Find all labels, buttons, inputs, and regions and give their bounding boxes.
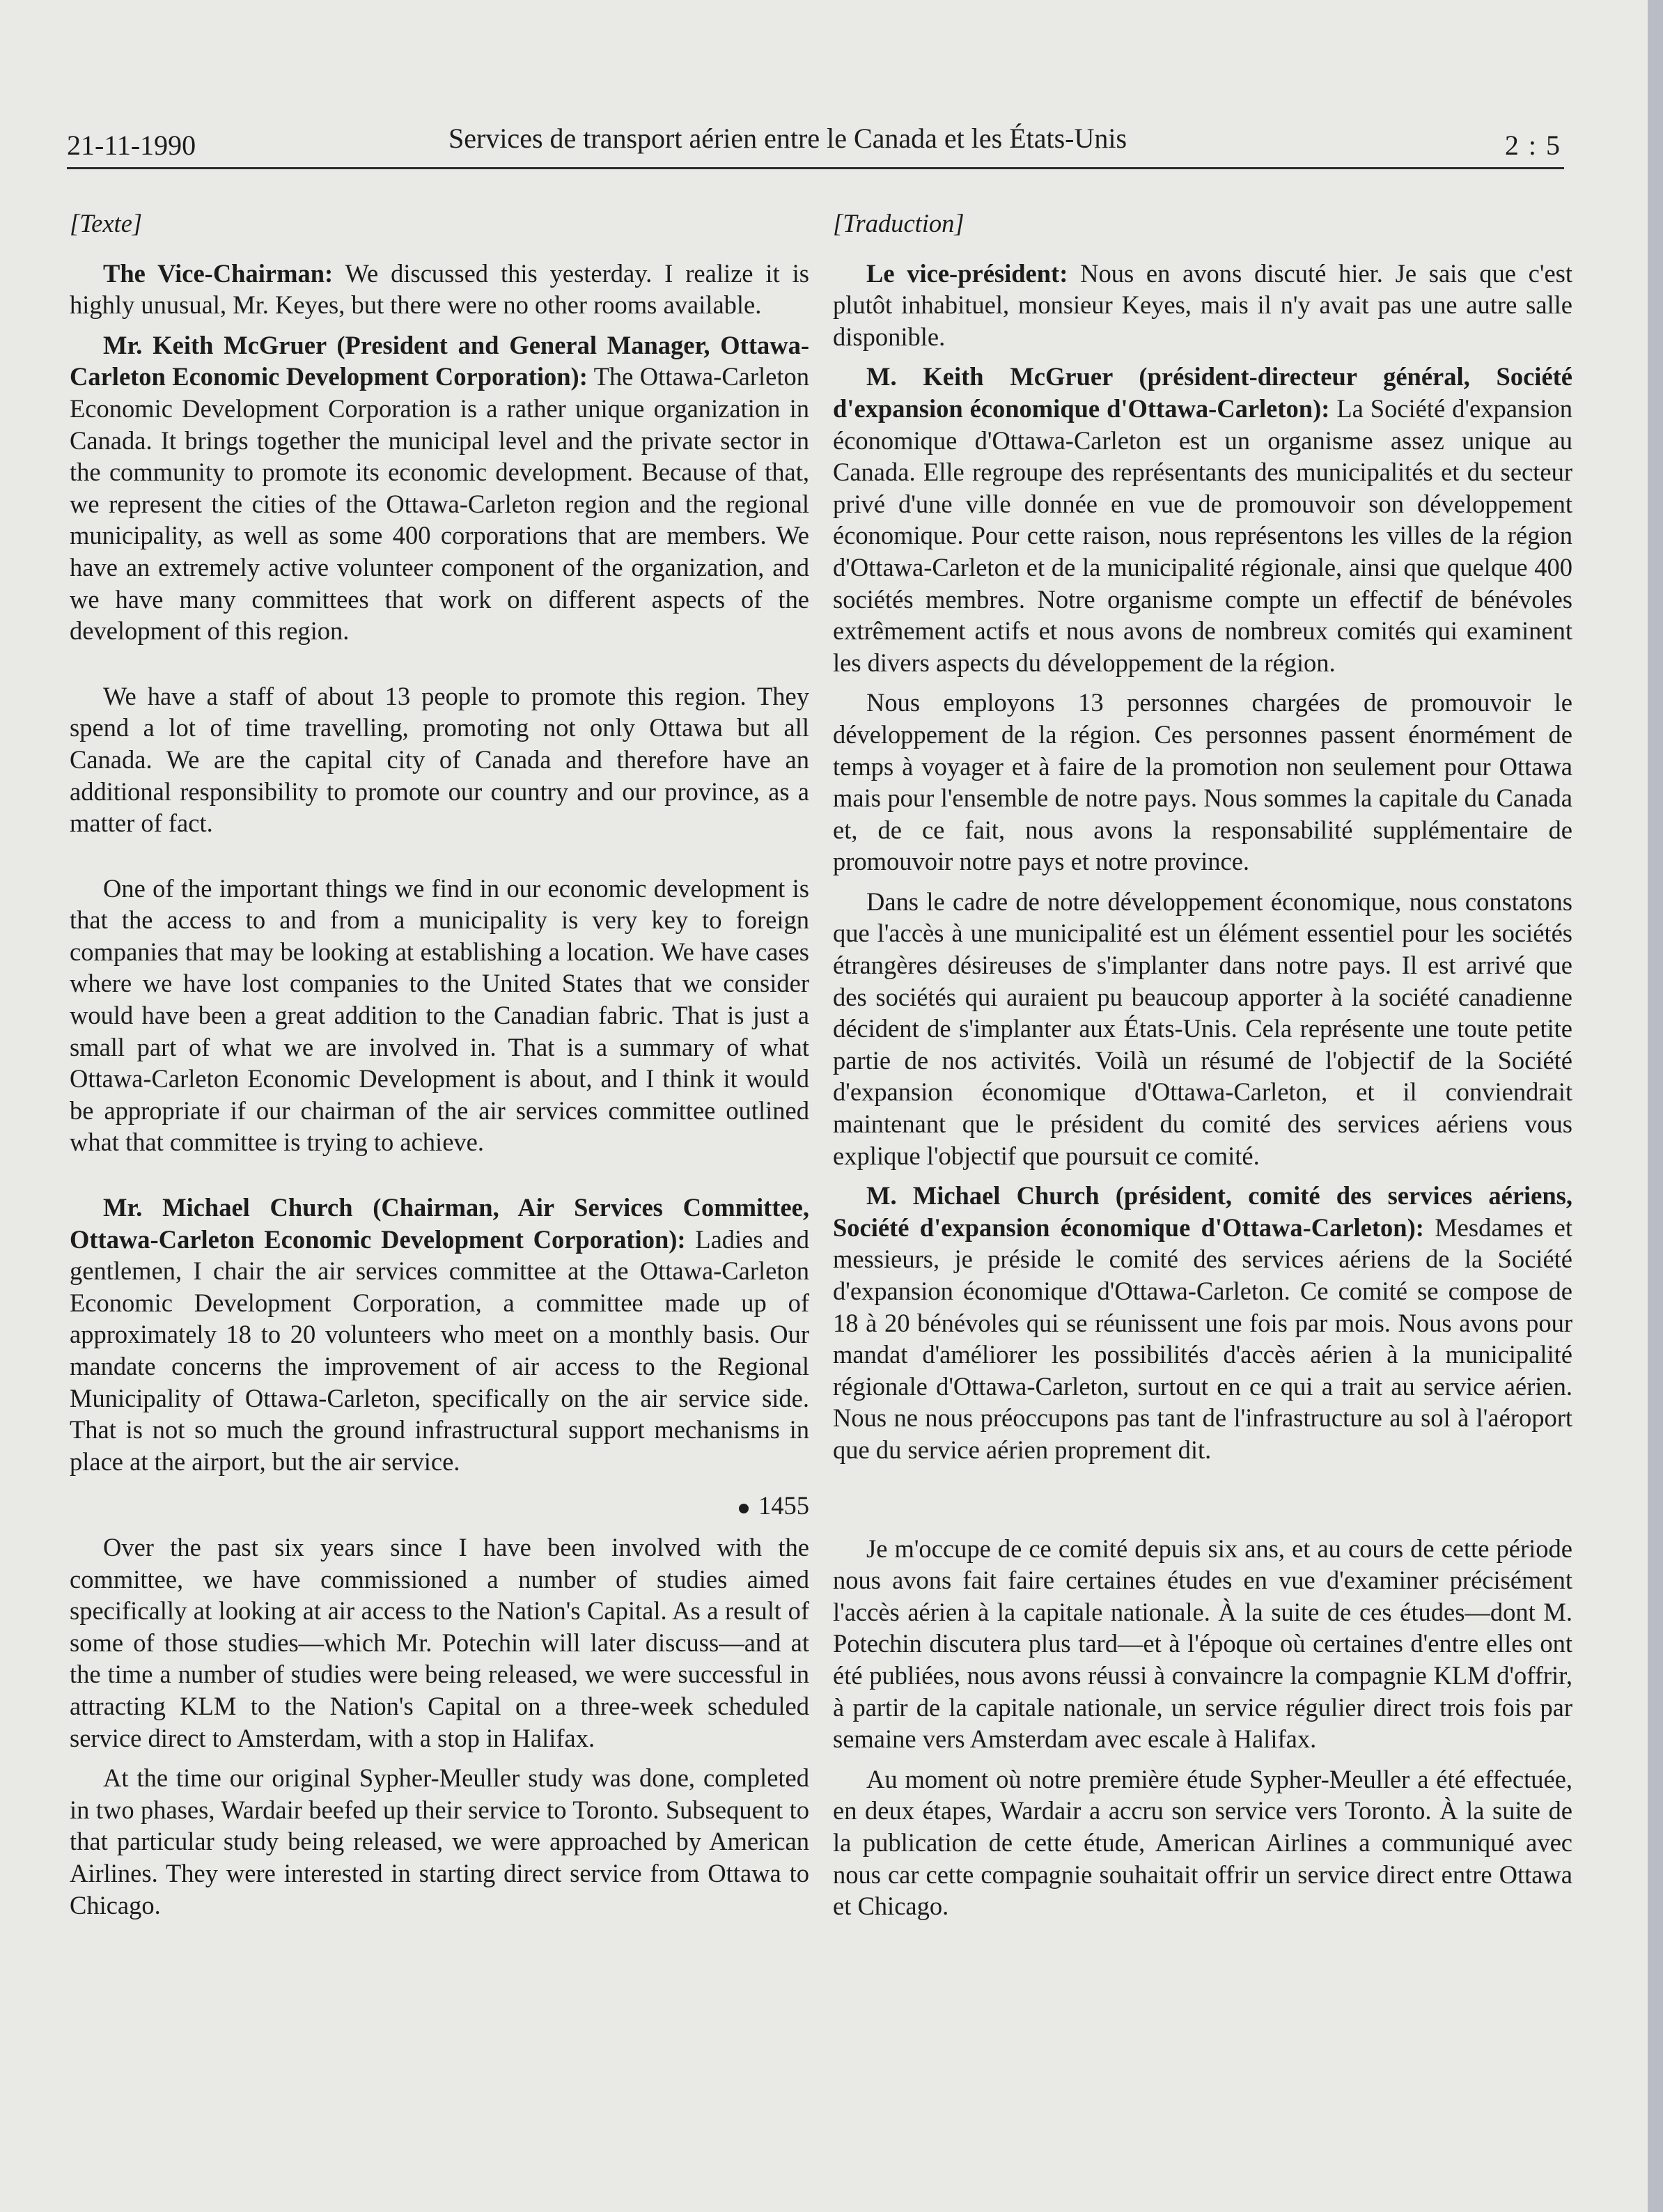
speaker-name: M. Michael Church (président, comité des services aériens, Société d'expansion économique d'Ottawa-Carleton): (833, 1181, 1572, 1242)
speaker-name: Mr. Michael Church (Chairman, Air Services Committee, Ottawa-Carleton Economic Development Corporation): (70, 1193, 809, 1254)
speaker-name: M. Keith McGruer (président-directeur général, Société d'expansion économique d'Ottawa-Carleton): (833, 362, 1572, 423)
speaker-name: Le vice-président: (866, 258, 1068, 288)
time-stamp: 1455 (70, 1490, 809, 1522)
english-column (70, 208, 809, 1921)
speaker-name: The Vice-Chairman: (103, 258, 334, 288)
paragraph: M. Keith McGruer (président-directeur général, Société d'expansion économique d'Ottawa-Carleton): La Société d'expansion économique d'Ottawa-Carleton est un organisme assez unique au Canada. Elle regroupe des représentants des municipalités et du secteur privé d'une ville donnée en vue de promouvoir son développement économique. Pour cette raison, nous représentons les villes de la région d'Ottawa-Carleton et de la municipalité régionale, ainsi que quelque 400 sociétés membres. Notre organisme compte un effectif de bénévoles extrêmement actifs et nous avons de nombreux comités qui examinent les divers aspects du développement de la région. (833, 362, 1572, 677)
paragraph: Le vice-président: Nous en avons discuté hier. Je sais que c'est plutôt inhabituel, monsieur Keyes, mais il n'y avait pas une autre salle disponible. (833, 258, 1572, 351)
header-title: Services de transport aérien entre le Canada et les États-Unis (448, 123, 1127, 154)
paragraph: Mr. Keith McGruer (President and General Manager, Ottawa-Carleton Economic Development Corporation): The Ottawa-Carleton Economic Development Corporation is a rather unique organization in Canada. It brings together the municipal level and the private sector in the community to promote its economic development. Because of that, we represent the cities of the Ottawa-Carleton region and the regional municipality, as well as some 400 corporations that are members. We have an extremely active volunteer component of the organization, and we have many committees that work on different aspects of the development of this region. (70, 330, 809, 646)
header-rule (67, 167, 1564, 169)
bullet-icon (739, 1504, 749, 1513)
header-date: 21-11-1990 (67, 130, 196, 161)
french-column (833, 208, 1572, 1922)
paragraph: At the time our original Sypher-Meuller study was done, completed in two phases, Wardair beefed up their service to Toronto. Subsequent to that particular study being released, we were approached by American Airlines. They were interested in starting direct service from Ottawa to Chicago. (70, 1763, 809, 1919)
paragraph: We have a staff of about 13 people to promote this region. They spend a lot of time travelling, promoting not only Ottawa but all Canada. We are the capital city of Canada and therefore have an additional responsibility to promote our country and our province, as a matter of fact. (70, 681, 809, 838)
language-marker: [Traduction] (833, 209, 965, 237)
language-marker: [Texte] (70, 209, 143, 237)
paragraph: Nous employons 13 personnes chargées de promouvoir le développement de la région. Ces personnes passent énormément de temps à voyager et à faire de la promotion non seulement pour Ottawa mais pour l'ensemble de notre pays. Nous sommes la capitale du Canada et, de ce fait, nous avons la responsabilité supplémentaire de promouvoir notre pays et notre province. (833, 688, 1572, 876)
paragraph: Au moment où notre première étude Sypher-Meuller a été effectuée, en deux étapes, Wardair a accru son service vers Toronto. À la suite de la publication de cette étude, American Airlines a communiqué avec nous car cette compagnie souhaitait offrir un service direct entre Ottawa et Chicago. (833, 1764, 1572, 1921)
paragraph: M. Michael Church (président, comité des services aériens, Société d'expansion économique d'Ottawa-Carleton): Mesdames et messieurs, je préside le comité des services aériens de la Société d'expansion économique d'Ottawa-Carleton. Ce comité se compose de 18 à 20 bénévoles qui se réunissent une fois par mois. Nous avons pour mandat d'améliorer les possibilités d'accès aérien à la municipalité régionale d'Ottawa-Carleton, surtout en ce qui a trait au service aérien. Nous ne nous préoccupons pas tant de l'infrastructure au sol à l'aéroport que du service aérien proprement dit. (833, 1181, 1572, 1464)
header-page-number: 2 : 5 (1504, 130, 1561, 161)
running-header (67, 123, 1561, 167)
paragraph: The Vice-Chairman: We discussed this yesterday. I realize it is highly unusual, Mr. Keyes, but there were no other rooms available. (70, 258, 809, 320)
paragraph: One of the important things we find in our economic development is that the access to and from a municipality is very key to foreign companies that may be looking at establishing a location. We have cases where we have lost companies to the United States that we consider would have been a great addition to the Canadian fabric. That is just a small part of what we are involved in. That is a summary of what Ottawa-Carleton Economic Development is about, and I think it would be appropriate if our chairman of the air services committee outlined what that committee is trying to achieve. (70, 873, 809, 1157)
speaker-name: Mr. Keith McGruer (President and General Manager, Ottawa-Carleton Economic Development Corporation): (70, 330, 809, 391)
paragraph: Dans le cadre de notre développement économique, nous constatons que l'accès à une municipalité est un élément essentiel pour les sociétés étrangères désireuses de s'implanter dans notre pays. Il est arrivé que des sociétés qui auraient pu beaucoup apporter à la société canadienne décident de s'implanter aux États-Unis. Cela représente une toute petite partie de nos activités. Voilà un résumé de l'objectif de la Société d'expansion économique d'Ottawa-Carleton, et il conviendrait maintenant que le président du comité des services aériens vous explique l'objectif que poursuit ce comité. (833, 887, 1572, 1170)
page-edge (1648, 0, 1663, 2212)
paragraph: Over the past six years since I have been involved with the committee, we have commissioned a number of studies aimed specifically at looking at air access to the Nation's Capital. As a result of some of those studies—which Mr. Potechin will later discuss—and at the time a number of studies were being released, we were successful in attracting KLM to the Nation's Capital on a three-week scheduled service direct to Amsterdam, with a stop in Halifax. (70, 1532, 809, 1752)
paragraph: Mr. Michael Church (Chairman, Air Services Committee, Ottawa-Carleton Economic Development Corporation): Ladies and gentlemen, I chair the air services committee at the Ottawa-Carleton Economic Development Corporation, a committee made up of approximately 18 to 20 volunteers who meet on a monthly basis. Our mandate concerns the improvement of air access to the Regional Municipality of Ottawa-Carleton, specifically on the air service side. That is not so much the ground infrastructural support mechanisms in place at the airport, but the air service. (70, 1193, 809, 1476)
paragraph: Je m'occupe de ce comité depuis six ans, et au cours de cette période nous avons fait faire certaines études en vue d'examiner précisément l'accès aérien à la capitale nationale. À la suite de ces études—dont M. Potechin discutera plus tard—et à l'époque où certaines d'entre elles ont été publiées, nous avons réussi à convaincre la compagnie KLM d'offrir, à partir de la capitale nationale, un service régulier direct trois fois par semaine vers Amsterdam avec escale à Halifax. (833, 1534, 1572, 1754)
